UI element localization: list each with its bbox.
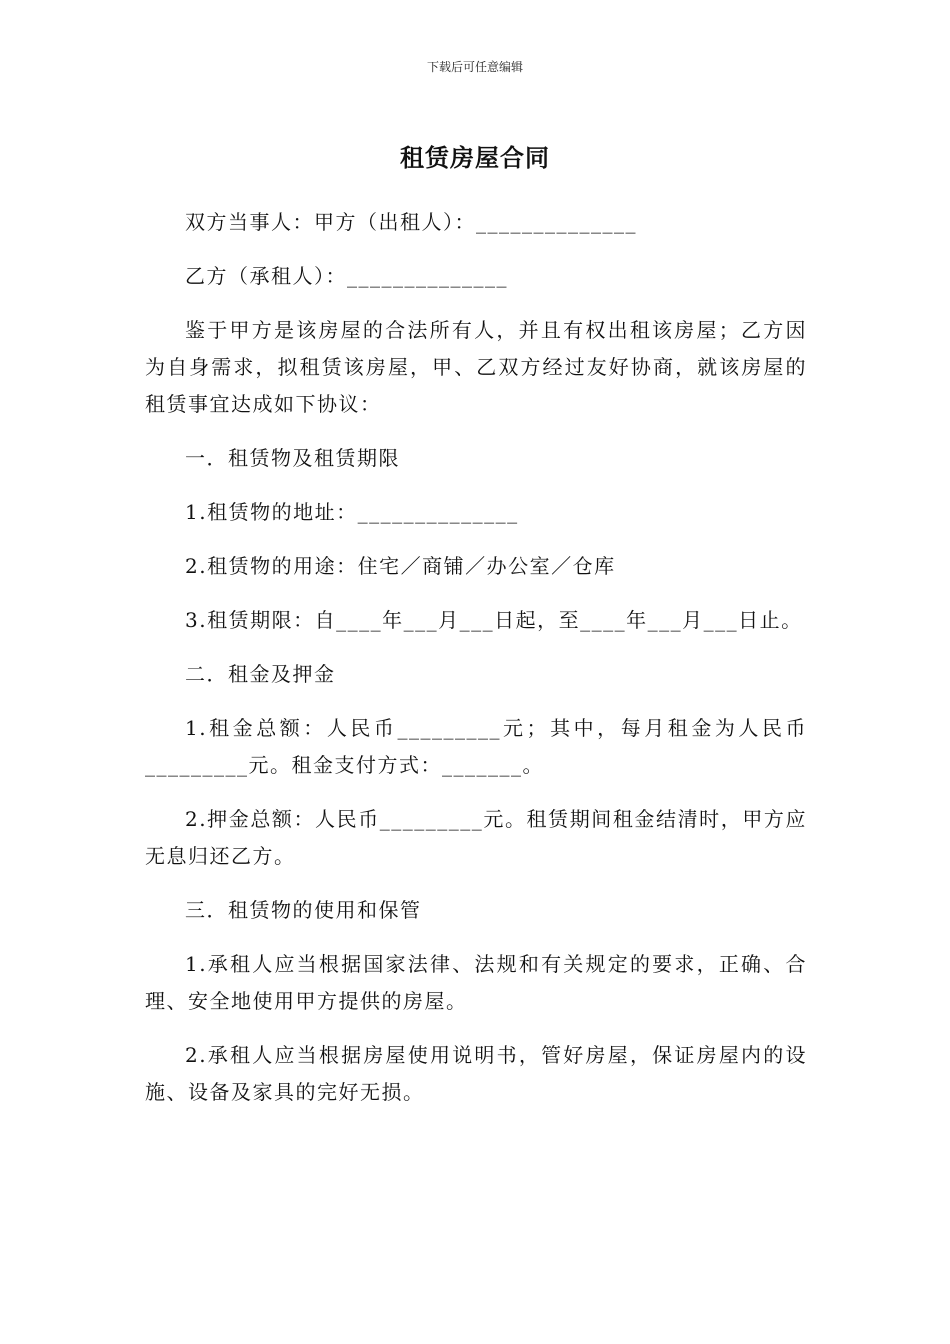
clause-2-1: 1.租金总额：人民币_________元；其中，每月租金为人民币_________元。租金支付方式：_______。 [145,716,807,777]
clause-3-2: 2.承租人应当根据房屋使用说明书，管好房屋，保证房屋内的设施、设备及家具的完好无损。 [145,1043,807,1104]
clause-3-1: 1.承租人应当根据国家法律、法规和有关规定的要求，正确、合理、安全地使用甲方提供的房屋。 [145,952,807,1013]
section-heading-2: 二．租金及押金 [185,662,336,686]
preamble-paragraph: 鉴于甲方是该房屋的合法所有人，并且有权出租该房屋；乙方因为自身需求，拟租赁该房屋，甲、乙双方经过友好协商，就该房屋的租赁事宜达成如下协议： [145,318,807,416]
section-heading-1: 一．租赁物及租赁期限 [185,446,400,470]
document-title: 租赁房屋合同 [400,144,550,172]
header-note: 下载后可任意编辑 [426,60,523,74]
parties-line: 双方当事人：甲方（出租人）：______________ [185,210,637,234]
clause-2-2: 2.押金总额：人民币_________元。租赁期间租金结清时，甲方应无息归还乙方。 [145,807,807,868]
tenant-line: 乙方（承租人）：______________ [185,264,508,288]
clause-1-1: 1.租赁物的地址：______________ [185,500,519,524]
section-heading-3: 三．租赁物的使用和保管 [185,898,422,922]
clause-1-3: 3.租赁期限：自____年___月___日起，至____年___月___日止。 [185,608,803,632]
clause-1-2: 2.租赁物的用途：住宅／商铺／办公室／仓库 [185,554,616,578]
contract-body [145,204,807,1128]
